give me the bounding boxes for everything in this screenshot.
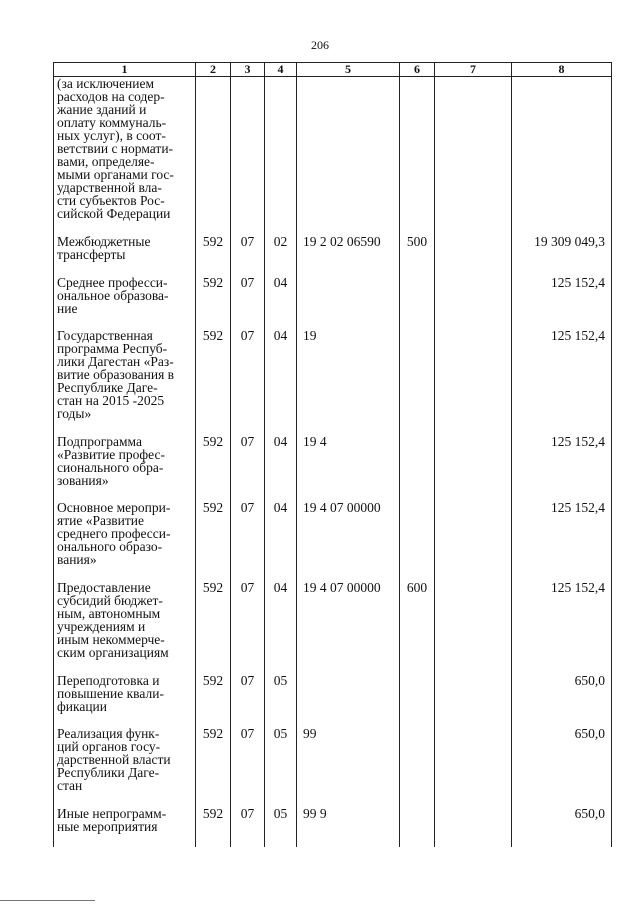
item-name-line: ятие «Развитие	[57, 513, 144, 529]
budget-table-container	[53, 62, 611, 847]
item-name-line: жание зданий и	[57, 102, 147, 117]
cell-section: 07	[231, 581, 265, 674]
cell-subsection: 04	[265, 581, 297, 674]
footer-rule	[0, 900, 95, 901]
cell-item-name	[54, 235, 196, 275]
cell-target-article: 99	[297, 727, 400, 807]
cell-col-7	[435, 435, 512, 502]
item-name-line: ные мероприятия	[57, 818, 158, 834]
cell-expense-type	[400, 329, 435, 435]
item-name-line: ональное образова-	[57, 287, 169, 303]
cell-col-7	[435, 77, 512, 236]
cell-ministry-code: 592	[196, 727, 231, 807]
item-name-line: годы»	[57, 405, 92, 421]
cell-amount: 125 152,4	[512, 329, 612, 435]
cell-ministry-code	[196, 77, 231, 236]
cell-ministry-code: 592	[196, 674, 231, 727]
table-row	[54, 435, 612, 502]
item-name-line: Республике Даге-	[57, 379, 158, 395]
cell-item-name	[54, 329, 196, 435]
cell-subsection: 05	[265, 807, 297, 847]
item-name-line: витие образования в	[57, 366, 175, 382]
item-name-line: Иные непрограмм-	[57, 805, 167, 821]
item-name-line: иным некоммерче-	[57, 631, 165, 647]
cell-expense-type	[400, 77, 435, 236]
item-name-line: ных услуг), в соот-	[57, 128, 166, 143]
cell-ministry-code: 592	[196, 807, 231, 847]
cell-target-article: 19	[297, 329, 400, 435]
cell-section: 07	[231, 235, 265, 275]
cell-col-7	[435, 581, 512, 674]
cell-amount: 125 152,4	[512, 501, 612, 581]
item-name-line: Межбюджетные	[57, 234, 151, 250]
cell-expense-type	[400, 501, 435, 581]
cell-section: 07	[231, 276, 265, 329]
cell-target-article: 99 9	[297, 807, 400, 847]
cell-amount: 125 152,4	[512, 435, 612, 502]
cell-amount: 19 309 049,3	[512, 235, 612, 275]
cell-subsection	[265, 77, 297, 236]
header-col-7: 7	[435, 63, 512, 77]
cell-item-name	[54, 276, 196, 329]
item-name-line: ным, автономным	[57, 605, 161, 621]
cell-ministry-code: 592	[196, 329, 231, 435]
cell-col-7	[435, 276, 512, 329]
header-col-4: 4	[265, 63, 297, 77]
cell-expense-type	[400, 435, 435, 502]
cell-target-article: 19 4 07 00000	[297, 581, 400, 674]
cell-item-name	[54, 435, 196, 502]
cell-amount: 125 152,4	[512, 581, 612, 674]
item-name-line: оплату коммуналь-	[57, 115, 167, 130]
item-name-line: программа Респуб-	[57, 340, 168, 356]
item-name-line: вания»	[57, 552, 97, 568]
cell-target-article	[297, 77, 400, 236]
item-name-line: сийской Федерации	[57, 206, 171, 221]
item-name-line: мыми органами гос-	[57, 167, 174, 182]
cell-amount: 125 152,4	[512, 276, 612, 329]
cell-section: 07	[231, 727, 265, 807]
cell-ministry-code: 592	[196, 581, 231, 674]
item-name-line: сионального обра-	[57, 459, 164, 475]
cell-section: 07	[231, 674, 265, 727]
item-name-line: Подпрограмма	[57, 433, 142, 449]
table-row	[54, 501, 612, 581]
item-name-line: фикации	[57, 698, 107, 714]
cell-amount: 650,0	[512, 727, 612, 807]
cell-section: 07	[231, 807, 265, 847]
header-col-3: 3	[231, 63, 265, 77]
table-body	[54, 77, 612, 848]
item-name-line: ским организациям	[57, 644, 169, 660]
item-name-line: субсидий бюджет-	[57, 592, 163, 608]
cell-target-article	[297, 674, 400, 727]
cell-col-7	[435, 674, 512, 727]
cell-col-7	[435, 501, 512, 581]
cell-expense-type	[400, 727, 435, 807]
cell-subsection: 04	[265, 329, 297, 435]
cell-expense-type	[400, 674, 435, 727]
item-name-line: среднего професси-	[57, 526, 171, 542]
cell-ministry-code: 592	[196, 276, 231, 329]
cell-subsection: 04	[265, 276, 297, 329]
cell-ministry-code: 592	[196, 235, 231, 275]
item-name-line: дарственной власти	[57, 752, 171, 768]
item-name-line: лики Дагестан «Раз-	[57, 353, 174, 369]
table-row	[54, 674, 612, 727]
item-name-line: учреждениям и	[57, 618, 146, 634]
item-name-line: Государственная	[57, 327, 153, 343]
cell-target-article	[297, 276, 400, 329]
header-col-8: 8	[512, 63, 612, 77]
cell-section	[231, 77, 265, 236]
cell-target-article: 19 2 02 06590	[297, 235, 400, 275]
item-name-line: трансферты	[57, 247, 126, 263]
item-name-line: онального образо-	[57, 539, 163, 555]
cell-subsection: 04	[265, 501, 297, 581]
budget-table	[53, 62, 612, 847]
item-name-line: Основное меропри-	[57, 500, 171, 516]
item-name-line: Республики Даге-	[57, 765, 160, 781]
item-name-line: расходов на содер-	[57, 89, 165, 104]
cell-subsection: 02	[265, 235, 297, 275]
table-row	[54, 329, 612, 435]
cell-expense-type	[400, 276, 435, 329]
item-name-line: стан на 2015 -2025	[57, 392, 165, 408]
table-row	[54, 235, 612, 275]
cell-target-article: 19 4	[297, 435, 400, 502]
item-name-line: сти субъектов Рос-	[57, 193, 165, 208]
item-name-line: вами, определяе-	[57, 154, 155, 169]
cell-col-7	[435, 727, 512, 807]
item-name-line: ций органов госу-	[57, 739, 161, 755]
cell-section: 07	[231, 329, 265, 435]
item-name-line: «Развитие профес-	[57, 446, 165, 462]
cell-ministry-code: 592	[196, 435, 231, 502]
cell-subsection: 04	[265, 435, 297, 502]
table-row	[54, 807, 612, 847]
table-row	[54, 727, 612, 807]
cell-expense-type	[400, 807, 435, 847]
cell-section: 07	[231, 501, 265, 581]
cell-section: 07	[231, 435, 265, 502]
header-col-5: 5	[297, 63, 400, 77]
table-row	[54, 276, 612, 329]
item-name-line: зования»	[57, 472, 109, 488]
cell-target-article: 19 4 07 00000	[297, 501, 400, 581]
item-name-line: Среднее професси-	[57, 274, 168, 290]
header-col-6: 6	[400, 63, 435, 77]
cell-amount	[512, 77, 612, 236]
item-name-line: Реализация функ-	[57, 726, 160, 742]
table-row	[54, 581, 612, 674]
item-name-line: повышение квали-	[57, 685, 164, 701]
cell-subsection: 05	[265, 674, 297, 727]
cell-col-7	[435, 807, 512, 847]
cell-item-name	[54, 674, 196, 727]
cell-expense-type: 600	[400, 581, 435, 674]
cell-item-name	[54, 77, 196, 236]
item-name-line: Переподготовка и	[57, 672, 160, 688]
item-name-line: (за исключением	[57, 76, 155, 91]
table-row	[54, 77, 612, 236]
cell-ministry-code: 592	[196, 501, 231, 581]
cell-amount: 650,0	[512, 674, 612, 727]
cell-item-name	[54, 501, 196, 581]
item-name-line: стан	[57, 778, 83, 794]
cell-item-name	[54, 727, 196, 807]
header-row	[54, 63, 612, 77]
item-name-line: Предоставление	[57, 579, 151, 595]
cell-expense-type: 500	[400, 235, 435, 275]
item-name-line: ние	[57, 300, 78, 316]
cell-subsection: 05	[265, 727, 297, 807]
table-header	[54, 63, 612, 77]
header-col-2: 2	[196, 63, 231, 77]
page-number: 206	[311, 38, 329, 52]
header-col-1: 1	[54, 63, 196, 77]
cell-item-name	[54, 581, 196, 674]
cell-amount: 650,0	[512, 807, 612, 847]
cell-col-7	[435, 329, 512, 435]
cell-col-7	[435, 235, 512, 275]
item-name-line: ударственной вла-	[57, 180, 162, 195]
cell-item-name	[54, 807, 196, 847]
item-name-line: ветствии с нормати-	[57, 141, 174, 156]
